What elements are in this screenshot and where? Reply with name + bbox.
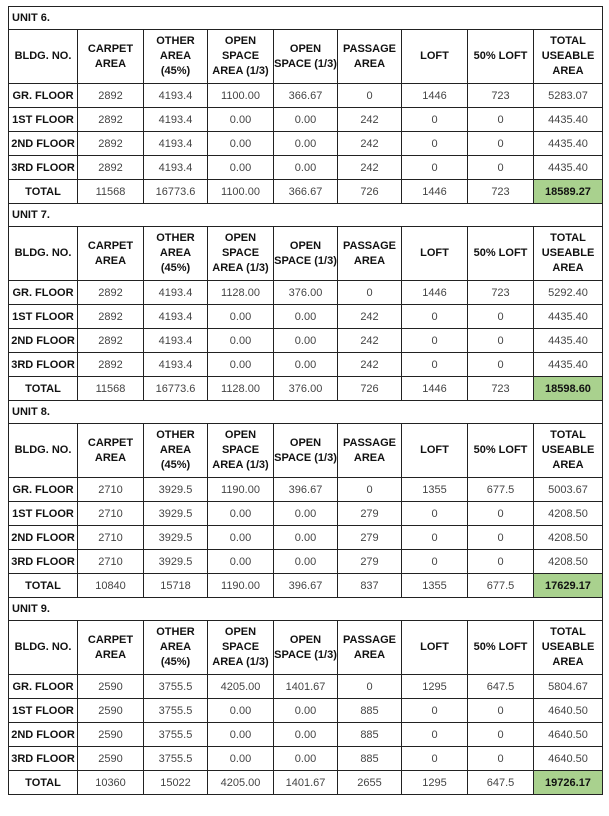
- column-header: OTHER AREA (45%): [144, 30, 208, 84]
- table-cell: 2892: [78, 329, 144, 353]
- floor-row: [9, 502, 603, 526]
- table-cell: 0.00: [208, 550, 274, 574]
- table-cell: 0: [468, 156, 534, 180]
- total-row: [9, 771, 603, 795]
- table-cell: 279: [338, 502, 402, 526]
- floor-row: [9, 132, 603, 156]
- floor-label: GR. FLOOR: [9, 478, 78, 502]
- total-useable-area-cell: 19726.17: [534, 771, 603, 795]
- floor-label: 2ND FLOOR: [9, 329, 78, 353]
- table-cell: 4435.40: [534, 132, 603, 156]
- table-cell: 1295: [402, 675, 468, 699]
- column-header: OPEN SPACE (1/3): [274, 424, 338, 478]
- column-header: OTHER AREA (45%): [144, 227, 208, 281]
- table-cell: 5003.67: [534, 478, 603, 502]
- total-cell: 1446: [402, 180, 468, 204]
- table-cell: 2710: [78, 478, 144, 502]
- floor-row: [9, 305, 603, 329]
- table-cell: 0.00: [208, 329, 274, 353]
- table-cell: 3755.5: [144, 747, 208, 771]
- table-cell: 0: [402, 132, 468, 156]
- table-cell: 4208.50: [534, 526, 603, 550]
- floor-label: 1ST FLOOR: [9, 305, 78, 329]
- column-header: OPEN SPACE AREA (1/3): [208, 30, 274, 84]
- total-cell: 677.5: [468, 574, 534, 598]
- table-cell: 0: [402, 723, 468, 747]
- column-header: LOFT: [402, 424, 468, 478]
- total-cell: 1401.67: [274, 771, 338, 795]
- table-cell: 0.00: [208, 747, 274, 771]
- table-cell: 2892: [78, 305, 144, 329]
- table-cell: 4193.4: [144, 84, 208, 108]
- floor-row: [9, 550, 603, 574]
- table-cell: 0.00: [274, 747, 338, 771]
- table-cell: 0.00: [274, 108, 338, 132]
- table-cell: 4193.4: [144, 132, 208, 156]
- column-header: CARPET AREA: [78, 424, 144, 478]
- table-cell: 2590: [78, 699, 144, 723]
- table-cell: 4435.40: [534, 108, 603, 132]
- table-cell: 1401.67: [274, 675, 338, 699]
- floor-label: 3RD FLOOR: [9, 156, 78, 180]
- table-cell: 0: [468, 305, 534, 329]
- table-cell: 0: [338, 478, 402, 502]
- total-cell: 726: [338, 377, 402, 401]
- total-cell: 1446: [402, 377, 468, 401]
- table-cell: 0.00: [274, 526, 338, 550]
- column-header: BLDG. NO.: [9, 424, 78, 478]
- table-cell: 0: [468, 502, 534, 526]
- column-header: 50% LOFT: [468, 424, 534, 478]
- total-cell: 1355: [402, 574, 468, 598]
- column-header: 50% LOFT: [468, 227, 534, 281]
- header-row: [9, 227, 603, 281]
- table-cell: 279: [338, 526, 402, 550]
- column-header: TOTAL USEABLE AREA: [534, 30, 603, 84]
- floor-label: 2ND FLOOR: [9, 132, 78, 156]
- floor-row: [9, 281, 603, 305]
- column-header: OTHER AREA (45%): [144, 621, 208, 675]
- floor-label: 2ND FLOOR: [9, 723, 78, 747]
- column-header: BLDG. NO.: [9, 227, 78, 281]
- total-cell: 1295: [402, 771, 468, 795]
- table-cell: 0: [468, 747, 534, 771]
- table-cell: 2892: [78, 353, 144, 377]
- table-cell: 4208.50: [534, 502, 603, 526]
- column-header: PASSAGE AREA: [338, 30, 402, 84]
- floor-row: [9, 478, 603, 502]
- table-cell: 2892: [78, 281, 144, 305]
- table-cell: 2590: [78, 675, 144, 699]
- total-cell: 10840: [78, 574, 144, 598]
- table-cell: 0.00: [274, 305, 338, 329]
- column-header: CARPET AREA: [78, 621, 144, 675]
- table-cell: 4208.50: [534, 550, 603, 574]
- table-cell: 4640.50: [534, 747, 603, 771]
- table-cell: 3755.5: [144, 699, 208, 723]
- table-cell: 0.00: [274, 723, 338, 747]
- table-cell: 4435.40: [534, 329, 603, 353]
- table-cell: 0: [402, 526, 468, 550]
- total-cell: 11568: [78, 377, 144, 401]
- table-cell: 242: [338, 156, 402, 180]
- total-cell: 1128.00: [208, 377, 274, 401]
- header-row: [9, 621, 603, 675]
- table-cell: 0.00: [274, 156, 338, 180]
- table-cell: 2892: [78, 156, 144, 180]
- table-cell: 0.00: [274, 502, 338, 526]
- table-cell: 0: [402, 747, 468, 771]
- floor-label: 1ST FLOOR: [9, 699, 78, 723]
- table-cell: 3929.5: [144, 478, 208, 502]
- column-header: LOFT: [402, 621, 468, 675]
- table-cell: 242: [338, 108, 402, 132]
- floor-label: GR. FLOOR: [9, 84, 78, 108]
- floor-row: [9, 747, 603, 771]
- table-cell: 0.00: [208, 353, 274, 377]
- table-cell: 2892: [78, 84, 144, 108]
- table-cell: 677.5: [468, 478, 534, 502]
- table-cell: 0.00: [208, 723, 274, 747]
- floor-label: 1ST FLOOR: [9, 502, 78, 526]
- column-header: TOTAL USEABLE AREA: [534, 621, 603, 675]
- total-cell: 15022: [144, 771, 208, 795]
- column-header: LOFT: [402, 30, 468, 84]
- table-cell: 3929.5: [144, 502, 208, 526]
- table-cell: 1446: [402, 84, 468, 108]
- header-row: [9, 424, 603, 478]
- column-header: OPEN SPACE AREA (1/3): [208, 424, 274, 478]
- table-cell: 1355: [402, 478, 468, 502]
- table-cell: 0.00: [274, 353, 338, 377]
- floor-label: 1ST FLOOR: [9, 108, 78, 132]
- table-cell: 0: [468, 723, 534, 747]
- table-cell: 2710: [78, 502, 144, 526]
- table-cell: 0.00: [208, 502, 274, 526]
- table-cell: 0: [402, 502, 468, 526]
- total-cell: 4205.00: [208, 771, 274, 795]
- table-cell: 0: [468, 132, 534, 156]
- table-cell: 4640.50: [534, 723, 603, 747]
- table-cell: 2590: [78, 723, 144, 747]
- unit-title: UNIT 8.: [9, 401, 603, 424]
- table-cell: 0.00: [208, 526, 274, 550]
- total-cell: 647.5: [468, 771, 534, 795]
- table-cell: 4193.4: [144, 281, 208, 305]
- table-cell: 0.00: [274, 550, 338, 574]
- table-cell: 0: [402, 550, 468, 574]
- total-useable-area-cell: 18598.60: [534, 377, 603, 401]
- table-cell: 242: [338, 329, 402, 353]
- table-cell: 0: [402, 329, 468, 353]
- column-header: OPEN SPACE AREA (1/3): [208, 621, 274, 675]
- floor-row: [9, 108, 603, 132]
- column-header: CARPET AREA: [78, 30, 144, 84]
- table-cell: 2710: [78, 550, 144, 574]
- table-cell: 0: [338, 281, 402, 305]
- unit-title-row: [9, 598, 603, 621]
- floor-row: [9, 329, 603, 353]
- floor-row: [9, 526, 603, 550]
- table-cell: 2710: [78, 526, 144, 550]
- table-cell: 1128.00: [208, 281, 274, 305]
- table-cell: 647.5: [468, 675, 534, 699]
- table-cell: 0: [468, 108, 534, 132]
- table-cell: 3755.5: [144, 723, 208, 747]
- area-table: [8, 6, 603, 795]
- total-useable-area-cell: 17629.17: [534, 574, 603, 598]
- table-cell: 0.00: [208, 108, 274, 132]
- table-cell: 396.67: [274, 478, 338, 502]
- table-cell: 885: [338, 747, 402, 771]
- column-header: OPEN SPACE AREA (1/3): [208, 227, 274, 281]
- total-cell: 2655: [338, 771, 402, 795]
- table-cell: 242: [338, 132, 402, 156]
- table-cell: 5804.67: [534, 675, 603, 699]
- table-cell: 366.67: [274, 84, 338, 108]
- area-statement-sheet: [8, 6, 602, 795]
- table-cell: 0: [468, 353, 534, 377]
- column-header: TOTAL USEABLE AREA: [534, 227, 603, 281]
- table-cell: 4435.40: [534, 305, 603, 329]
- total-label: TOTAL: [9, 180, 78, 204]
- floor-row: [9, 699, 603, 723]
- column-header: LOFT: [402, 227, 468, 281]
- table-cell: 0: [468, 526, 534, 550]
- column-header: OTHER AREA (45%): [144, 424, 208, 478]
- total-cell: 723: [468, 180, 534, 204]
- unit-title: UNIT 9.: [9, 598, 603, 621]
- table-cell: 5292.40: [534, 281, 603, 305]
- table-cell: 4640.50: [534, 699, 603, 723]
- floor-row: [9, 675, 603, 699]
- floor-label: GR. FLOOR: [9, 281, 78, 305]
- table-cell: 279: [338, 550, 402, 574]
- table-cell: 4435.40: [534, 353, 603, 377]
- table-cell: 0: [402, 156, 468, 180]
- table-cell: 0.00: [274, 699, 338, 723]
- table-cell: 0: [402, 108, 468, 132]
- unit-title-row: [9, 204, 603, 227]
- table-cell: 1446: [402, 281, 468, 305]
- table-cell: 4193.4: [144, 108, 208, 132]
- total-row: [9, 574, 603, 598]
- table-cell: 723: [468, 281, 534, 305]
- table-cell: 885: [338, 699, 402, 723]
- table-cell: 242: [338, 305, 402, 329]
- table-cell: 0.00: [274, 132, 338, 156]
- floor-label: GR. FLOOR: [9, 675, 78, 699]
- table-cell: 2892: [78, 108, 144, 132]
- table-cell: 2892: [78, 132, 144, 156]
- column-header: PASSAGE AREA: [338, 621, 402, 675]
- column-header: 50% LOFT: [468, 30, 534, 84]
- unit-title-row: [9, 401, 603, 424]
- total-cell: 16773.6: [144, 377, 208, 401]
- table-cell: 4193.4: [144, 353, 208, 377]
- table-cell: 0: [402, 353, 468, 377]
- column-header: OPEN SPACE (1/3): [274, 30, 338, 84]
- total-cell: 11568: [78, 180, 144, 204]
- total-row: [9, 180, 603, 204]
- floor-row: [9, 156, 603, 180]
- table-cell: 2590: [78, 747, 144, 771]
- total-row: [9, 377, 603, 401]
- table-cell: 0: [338, 675, 402, 699]
- total-cell: 1100.00: [208, 180, 274, 204]
- table-cell: 4205.00: [208, 675, 274, 699]
- table-cell: 3929.5: [144, 550, 208, 574]
- total-cell: 396.67: [274, 574, 338, 598]
- header-row: [9, 30, 603, 84]
- column-header: PASSAGE AREA: [338, 227, 402, 281]
- table-cell: 0: [402, 305, 468, 329]
- total-cell: 15718: [144, 574, 208, 598]
- table-cell: 4193.4: [144, 305, 208, 329]
- column-header: BLDG. NO.: [9, 621, 78, 675]
- total-cell: 16773.6: [144, 180, 208, 204]
- unit-title-row: [9, 7, 603, 30]
- total-label: TOTAL: [9, 771, 78, 795]
- table-cell: 1100.00: [208, 84, 274, 108]
- floor-label: 3RD FLOOR: [9, 550, 78, 574]
- total-label: TOTAL: [9, 574, 78, 598]
- table-cell: 0: [468, 329, 534, 353]
- table-cell: 1190.00: [208, 478, 274, 502]
- table-cell: 4435.40: [534, 156, 603, 180]
- total-cell: 10360: [78, 771, 144, 795]
- table-cell: 5283.07: [534, 84, 603, 108]
- column-header: 50% LOFT: [468, 621, 534, 675]
- table-cell: 0.00: [208, 156, 274, 180]
- column-header: CARPET AREA: [78, 227, 144, 281]
- floor-label: 3RD FLOOR: [9, 747, 78, 771]
- table-cell: 0.00: [274, 329, 338, 353]
- total-cell: 376.00: [274, 377, 338, 401]
- table-cell: 4193.4: [144, 156, 208, 180]
- table-cell: 3755.5: [144, 675, 208, 699]
- unit-title: UNIT 7.: [9, 204, 603, 227]
- table-cell: 0: [468, 550, 534, 574]
- total-label: TOTAL: [9, 377, 78, 401]
- table-cell: 0: [468, 699, 534, 723]
- table-cell: 242: [338, 353, 402, 377]
- total-useable-area-cell: 18589.27: [534, 180, 603, 204]
- total-cell: 726: [338, 180, 402, 204]
- floor-row: [9, 353, 603, 377]
- total-cell: 366.67: [274, 180, 338, 204]
- column-header: OPEN SPACE (1/3): [274, 621, 338, 675]
- total-cell: 837: [338, 574, 402, 598]
- column-header: PASSAGE AREA: [338, 424, 402, 478]
- table-cell: 0.00: [208, 699, 274, 723]
- floor-row: [9, 84, 603, 108]
- total-cell: 1190.00: [208, 574, 274, 598]
- column-header: OPEN SPACE (1/3): [274, 227, 338, 281]
- table-cell: 0.00: [208, 305, 274, 329]
- table-cell: 4193.4: [144, 329, 208, 353]
- table-cell: 376.00: [274, 281, 338, 305]
- unit-title: UNIT 6.: [9, 7, 603, 30]
- table-cell: 0: [338, 84, 402, 108]
- table-cell: 885: [338, 723, 402, 747]
- column-header: BLDG. NO.: [9, 30, 78, 84]
- table-cell: 0: [402, 699, 468, 723]
- table-cell: 723: [468, 84, 534, 108]
- column-header: TOTAL USEABLE AREA: [534, 424, 603, 478]
- total-cell: 723: [468, 377, 534, 401]
- table-cell: 0.00: [208, 132, 274, 156]
- floor-label: 2ND FLOOR: [9, 526, 78, 550]
- floor-label: 3RD FLOOR: [9, 353, 78, 377]
- table-cell: 3929.5: [144, 526, 208, 550]
- floor-row: [9, 723, 603, 747]
